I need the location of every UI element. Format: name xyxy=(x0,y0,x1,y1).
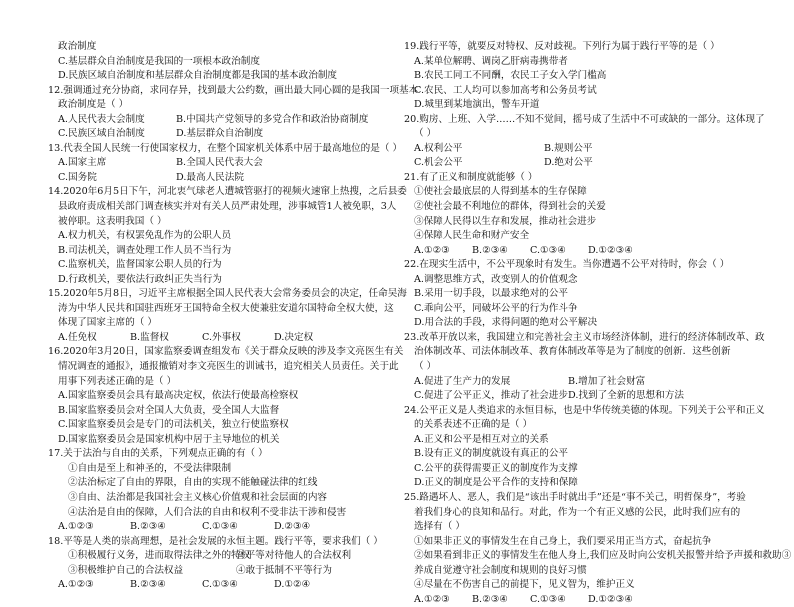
text-line: D.民族区域自治制度和基层群众自治制度都是我国的基本政治制度 xyxy=(58,70,338,82)
answer-options-row xyxy=(48,564,393,579)
text-line: （ ） xyxy=(414,361,437,373)
text-line: ①使社会最底层的人得到基本的生存保障 xyxy=(414,186,587,198)
text-line: 24.公平正义是人类追求的永恒目标，也是中华传统美德的体现。下列关于公平和正义 xyxy=(404,404,765,416)
answer-option: A.①②③ xyxy=(58,521,94,533)
answer-option: A.任免权 xyxy=(58,331,97,343)
text-line: 20.购房、上班、入学……不知不觉间，摇号成了生活中不可或缺的一部分。这体现了 xyxy=(404,113,765,125)
text-line: ③自由、法治都是我国社会主义核心价值观和社会层面的内容 xyxy=(68,491,328,503)
text-line: 22.在现实生活中，不公平现象时有发生。当你遭遇不公平对待时，你会（ ） xyxy=(404,259,730,271)
text-line: ②使社会最不利地位的群体，得到社会的关爱 xyxy=(414,201,606,213)
text-line: C.农民、工人均可以参加高考和公务员考试 xyxy=(414,84,597,96)
answer-option: A.促进了生产力的发展 xyxy=(414,375,511,387)
text-line: 14.2020年6月5日下午，河北衷气球老人遭城管驱打的视频火速窜上热搜，之后县委 xyxy=(48,186,407,198)
answer-option: C.①③④ xyxy=(530,593,566,605)
text-line: 12.强调通过充分协商，求同存异，找到最大公约数，画出最大同心圆的是我国一项基本 xyxy=(48,84,419,96)
answer-option: D.最高人民法院 xyxy=(176,171,244,183)
answer-options-row xyxy=(404,389,766,404)
answer-option: B.监督权 xyxy=(130,331,169,343)
text-line: 13.代表全国人民统一行使国家权力，在整个国家机关体系中居于最高地位的是（ ） xyxy=(48,142,403,154)
answer-option: C.外事权 xyxy=(202,331,241,343)
text-line: B.农民工同工不同酬，农民工子女入学门槛高 xyxy=(414,70,607,82)
text-line: C.基层群众自治制度是我国的一项根本政治制度 xyxy=(58,55,260,67)
text-line: A.调整思维方式，改变别人的价值观念 xyxy=(414,273,578,285)
text-line: A.权力机关，有权罢免乱作为的公职人员 xyxy=(58,230,232,242)
answer-option: B.②③④ xyxy=(472,244,508,256)
answer-option: ③积极维护自己的合法权益 xyxy=(68,564,184,576)
text-line: 16.2020年3月20日，国家监察委调查组发布《关于群众反映的涉及李文亮医生有关 xyxy=(48,346,404,358)
answer-option: C.①③④ xyxy=(202,579,238,591)
text-line: B.采用一切手段，以最求绝对的公平 xyxy=(414,288,569,300)
text-line: 25.路遇坏人、恶人，我们是“该出手时就出手”还是“事不关己，明哲保身”，考验 xyxy=(404,491,746,503)
text-line: 政治制度 xyxy=(58,41,97,52)
answer-option: A.国家主席 xyxy=(58,157,107,169)
answer-option: D.①②③④ xyxy=(588,593,633,605)
text-line: 18.平等是人类的崇高理想，是社会发展的永恒主题。践行平等，要求我们（ ） xyxy=(48,535,383,547)
text-line: 被停职。这表明我国（ ） xyxy=(58,215,167,227)
text-line: A.正义和公平是相互对立的关系 xyxy=(414,433,549,445)
answer-options-row xyxy=(48,578,393,593)
text-line: D.城里到某地演出，警车开道 xyxy=(414,99,540,111)
answer-option: C.民族区域自治制度 xyxy=(58,128,145,140)
answer-option: ①积极履行义务，进而取得法律之外的特权 xyxy=(68,550,251,562)
text-line: 的关系表述不正确的是（ ） xyxy=(414,419,533,431)
text-line: C.乖向公平，同破坏公平的行为作斗争 xyxy=(414,302,578,314)
text-line: D.国家监察委员会是国家机构中居于主导地位的机关 xyxy=(58,433,280,445)
answer-option: C.机会公平 xyxy=(414,157,463,169)
answer-option: D.基层群众自治制度 xyxy=(176,128,264,140)
text-line: ②如果看到非正义的事情发生在他人身上,我们应及时向公安机关报警并给予声援和救助③ xyxy=(414,550,792,562)
answer-option: D.决定权 xyxy=(274,331,314,343)
answer-options-row xyxy=(48,127,393,142)
answer-option: ②平等对待他人的合法权利 xyxy=(236,550,352,562)
text-line: B.国家监察委员会对全国人大负责，受全国人大监督 xyxy=(58,404,280,416)
text-line: 选择有（ ） xyxy=(414,521,466,533)
text-line: B.司法机关，调查处理工作人员不当行为 xyxy=(58,244,232,256)
answer-options-row xyxy=(404,375,766,390)
left-column xyxy=(48,40,419,593)
text-line: 21.有了正义和制度就能够（ ） xyxy=(404,171,538,183)
answer-options-row xyxy=(48,331,393,346)
answer-options-row xyxy=(48,549,393,564)
text-line: ④法治是自由的保障，人们合法的自由和权利不受非法干涉和侵害 xyxy=(68,506,347,518)
answer-options-row xyxy=(48,113,393,128)
answer-options-row xyxy=(404,593,766,607)
text-line: 15.2020年5月8日，习近平主席根据全国人民代表大会常务委员会的决定，任命吴海 xyxy=(48,288,407,300)
text-line: 着我们身心的良知和品行。对此，作为一个有正义感的公民，此时我们应有的 xyxy=(414,506,741,518)
text-line: C.公平的获得需要正义的制度作为支撑 xyxy=(414,462,578,474)
text-line: A.某单位解聘、调岗乙肝病毒携带者 xyxy=(414,55,568,67)
answer-option: D.①②④ xyxy=(274,579,311,591)
answer-option: B.中国共产党领导的多党合作和政治协商制度 xyxy=(176,113,369,125)
text-line: 体现了国家主席的（ ） xyxy=(58,317,157,329)
answer-option: B.②③④ xyxy=(130,579,166,591)
answer-option: C.①③④ xyxy=(530,244,566,256)
text-line: ①自由是至上和神圣的，不受法律限制 xyxy=(68,462,232,474)
right-column xyxy=(404,40,792,607)
answer-option: D.①②③④ xyxy=(588,244,633,256)
answer-option: C.①③④ xyxy=(202,521,238,533)
text-line: 治体制改革、司法体制改革、教育体制改革等是为了制度的创新．这些创新 xyxy=(414,346,731,358)
answer-options-row xyxy=(404,156,766,171)
answer-option: A.①②③ xyxy=(414,593,450,605)
text-line: 用事下列表述正确的是（ ） xyxy=(58,375,177,387)
text-line: ②法治标定了自由的界限，自由的实现不能触碰法律的红线 xyxy=(68,477,318,489)
text-line: D.正义的制度是公平合作的支持和保障 xyxy=(414,477,578,489)
text-line: ③保障人民得以生存和发展，推动社会进步 xyxy=(414,215,597,227)
answer-option: B.增加了社会财富 xyxy=(568,375,646,387)
text-line: D.用合法的手段，求得问题的绝对公平解决 xyxy=(414,317,598,329)
text-line: 19.践行平等，就要反对特权、反对歧视。下列行为属于践行平等的是（ ） xyxy=(404,41,720,52)
answer-option: A.人民代表大会制度 xyxy=(58,113,145,125)
text-line: ④尽量在不伤害自己的前提下，见义智为，维护正义 xyxy=(414,579,635,591)
text-line: 涛为中华人民共和国驻西班牙王国特命全权大使兼驻安道尔国特命全权大使，这 xyxy=(58,302,394,314)
answer-option: D.②③④ xyxy=(274,521,311,533)
answer-options-row xyxy=(404,142,766,157)
answer-options-row xyxy=(48,171,393,186)
text-line: （ ） xyxy=(414,128,437,140)
text-line: ④保障人民生命和财产安全 xyxy=(414,230,530,242)
answer-option: C.国务院 xyxy=(58,171,97,183)
text-line: D.行政机关，要依法行政纠正失当行为 xyxy=(58,273,222,285)
text-line: 政治制度是（ ） xyxy=(58,99,129,111)
text-line: C.监察机关，监督国家公职人员的行为 xyxy=(58,259,222,271)
text-line: C.国家监察委员会是专门的司法机关，独立行使监察权 xyxy=(58,419,289,431)
answer-option: B.全国人民代表大会 xyxy=(176,157,263,169)
answer-option: ④敢于抵制不平等行为 xyxy=(236,564,332,576)
text-line: 23.改革开放以来，我国建立和完善社会主义市场经济体制，进行的经济体制改革、政 xyxy=(404,331,765,343)
answer-option: B.规则公平 xyxy=(544,142,593,154)
answer-option: D.绝对公平 xyxy=(544,157,593,169)
answer-option: A.①②③ xyxy=(58,579,94,591)
text-line: B.设有正义的制度就设有真正的公平 xyxy=(414,448,569,460)
text-line: 17.关于法治与自由的关系，下列观点正确的有（ ） xyxy=(48,448,268,460)
answer-option: C.促进了公平正义，推动了社会进步 xyxy=(414,390,568,402)
text-line: 县政府责成相关部门调查核实并对有关人员严肃处理，涉事城管1人被免职，3人 xyxy=(58,201,397,213)
text-line: ①如果非正义的事情发生在自己身上，我们要采用正当方式，奋起抗争 xyxy=(414,535,712,547)
answer-option: A.①②③ xyxy=(414,244,450,256)
text-line: A.国家监察委员会具有最高决定权，依法行使最高检察权 xyxy=(58,390,299,402)
answer-option: D.找到了全新的思想和方法 xyxy=(568,390,684,402)
answer-option: B.②③④ xyxy=(472,593,508,605)
answer-option: B.②③④ xyxy=(130,521,166,533)
text-line: 情况调查的通报》，通报撤销对李文亮医生的训诫书，追究相关人员责任。关于此 xyxy=(58,361,399,373)
answer-option: A.权利公平 xyxy=(414,142,463,154)
text-line: 养成自觉遵守社会制度和规则的良好习惯 xyxy=(414,564,587,576)
answer-options-row xyxy=(48,520,393,535)
answer-options-row xyxy=(48,156,393,171)
answer-options-row xyxy=(404,244,766,259)
